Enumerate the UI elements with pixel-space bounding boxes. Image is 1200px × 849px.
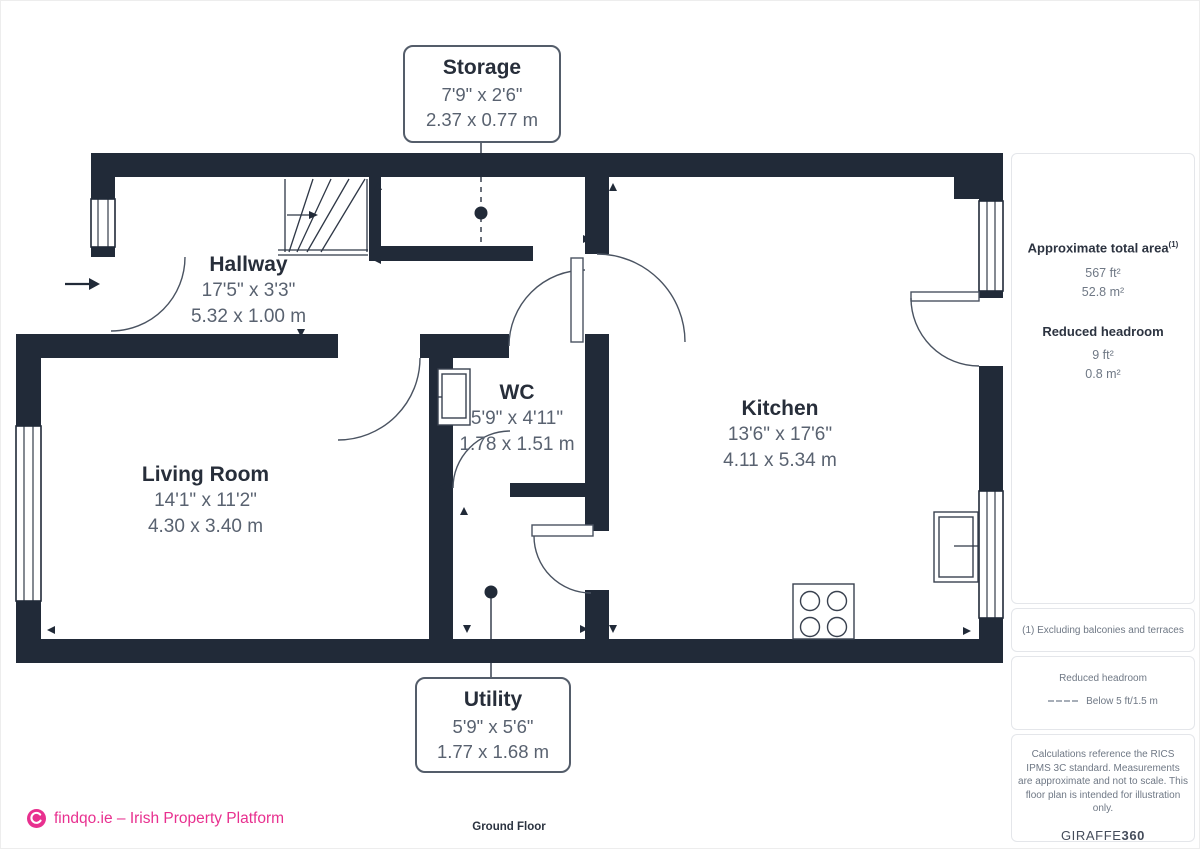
room-size-metric: 2.37 x 0.77 m — [425, 109, 539, 130]
brand-suffix: 360 — [1121, 827, 1146, 843]
room-size-metric: 1.77 x 1.68 m — [436, 741, 550, 762]
room-callout-storage — [403, 45, 561, 143]
room-size-imperial: 5'9" x 4'11" — [470, 408, 564, 429]
total-area-ft: 567 ft² — [1085, 266, 1121, 281]
sidebar-disclaimer-panel — [1011, 734, 1195, 842]
room-size-metric: 1.78 x 1.51 m — [459, 434, 575, 455]
total-area-footnote-marker: (1) — [1168, 240, 1179, 249]
exclusions-note-text: (1) Excluding balconies and terraces — [1022, 624, 1184, 636]
room-name: Storage — [442, 56, 522, 79]
reduced-headroom-m: 0.8 m² — [1085, 367, 1121, 382]
legend-label: Below 5 ft/1.5 m — [1086, 696, 1158, 707]
reduced-headroom-ft: 9 ft² — [1092, 348, 1114, 363]
room-name: WC — [499, 381, 535, 404]
room-label-kitchen — [675, 395, 885, 474]
kitchen-hob — [793, 584, 854, 639]
findqo-logo — [27, 809, 284, 828]
room-size-metric: 5.32 x 1.00 m — [190, 306, 307, 327]
entry-arrow-icon — [65, 278, 100, 290]
sidebar-legend-panel — [1011, 656, 1195, 730]
room-name: Living Room — [141, 463, 270, 486]
room-size-imperial: 14'1" x 11'2" — [154, 490, 257, 511]
room-size-imperial: 13'6" x 17'6" — [727, 424, 833, 445]
room-size-imperial: 17'5" x 3'3" — [201, 280, 296, 301]
room-size-metric: 4.30 x 3.40 m — [147, 516, 264, 537]
floor-title: Ground Floor — [472, 821, 546, 833]
reduced-headroom-title: Reduced headroom — [1042, 324, 1164, 340]
giraffe360-brand — [1018, 828, 1188, 843]
findqo-logo-text: findqo.ie – Irish Property Platform — [54, 809, 285, 827]
room-label-hallway — [141, 251, 356, 330]
kitchen-unit — [934, 512, 978, 582]
total-area-title — [1012, 240, 1194, 255]
room-callout-utility — [415, 677, 571, 773]
room-label-wc — [427, 379, 607, 458]
findqo-logo-icon — [27, 809, 46, 828]
sidebar-exclusions-note — [1011, 608, 1195, 652]
room-size-metric: 4.11 x 5.34 m — [723, 450, 837, 471]
legend-row — [1012, 695, 1194, 708]
room-label-living-room — [93, 461, 318, 540]
reduced-headroom-dash-icon — [1048, 700, 1078, 702]
brand-name: GIRAFFE — [1060, 827, 1122, 843]
room-size-imperial: 5'9" x 5'6" — [452, 716, 534, 737]
sidebar-area-panel — [1011, 153, 1195, 604]
room-name: Kitchen — [741, 397, 819, 420]
disclaimer-text: Calculations reference the RICS IPMS 3C standard. Measurements are approximate and not to scale. This floor plan is intended for illustration only. — [1018, 749, 1188, 814]
total-area-m: 52.8 m² — [1081, 285, 1125, 300]
room-name: Utility — [463, 688, 523, 711]
total-area-title-text: Approximate total area — [1027, 240, 1169, 256]
room-size-imperial: 7'9" x 2'6" — [441, 84, 523, 105]
legend-title: Reduced headroom — [1059, 673, 1147, 684]
stairs — [278, 179, 368, 255]
room-name: Hallway — [209, 253, 288, 276]
